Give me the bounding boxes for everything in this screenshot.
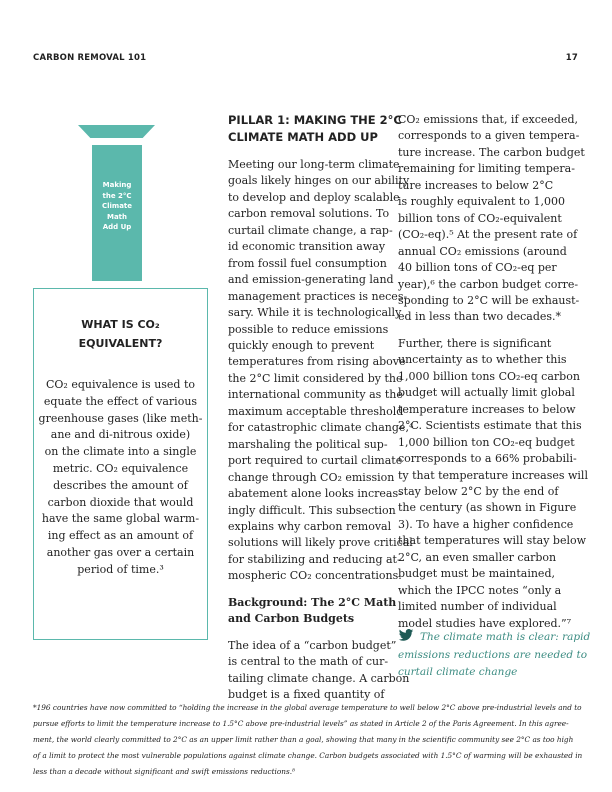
text-line: possible to reduce emissions — [228, 322, 389, 336]
subheading-line: and Carbon Budgets — [228, 612, 355, 626]
text-line: port required to curtail climate — [228, 454, 403, 468]
text-line: ment, the world clearly committed to 2°C as an upper limit rather than a goal, showing that many in the scientific community see 2°C as too high — [33, 735, 574, 744]
text-line: is central to the math of cur- — [228, 655, 389, 669]
text-line: is roughly equivalent to 1,000 — [398, 195, 565, 209]
text-line: budget must be maintained, — [398, 567, 555, 581]
right-column — [398, 112, 588, 632]
text-line: remaining for limiting tempera- — [398, 162, 575, 176]
text-line: sary. While it is technologically — [228, 306, 402, 320]
text-line: metric. CO₂ equivalence — [52, 461, 189, 475]
text-line: model studies have explored.”⁷ — [398, 616, 572, 630]
text-line: for stabilizing and reducing at- — [228, 552, 401, 566]
text-line: budget is a fixed quantity of — [228, 688, 385, 702]
text-line: Add Up — [102, 223, 132, 231]
text-line: less than a decade without significant and swift emissions reductions.⁸ — [33, 767, 295, 776]
text-line: solutions will likely prove critical — [228, 536, 413, 550]
section-heading — [228, 112, 402, 146]
text-line: quickly enough to prevent — [228, 338, 375, 352]
text-line: ing effect as an amount of — [47, 529, 194, 543]
text-line: temperatures from rising above — [228, 355, 406, 369]
paragraph-gap — [228, 585, 413, 595]
text-line: pursue efforts to limit the temperature increase to 1.5°C above pre-industrial levels” as stated in Article 2 of the Paris Agreement. In this agree- — [33, 719, 569, 728]
middle-column — [228, 157, 413, 704]
text-line: have the same global warm- — [41, 512, 200, 526]
text-line: limited number of individual — [398, 600, 557, 614]
text-line: 2°C, an even smaller carbon — [398, 550, 557, 564]
text-line: year),⁶ the carbon budget corre- — [398, 277, 579, 291]
text-line: marshaling the political sup- — [228, 437, 388, 451]
text-line: Making — [102, 181, 132, 189]
tweet-line[interactable]: curtail climate change — [398, 666, 518, 678]
text-line: explains why carbon removal — [228, 519, 392, 533]
text-line: the 2°C — [102, 191, 132, 200]
tweet-line[interactable]: emissions reductions are needed to — [398, 648, 588, 661]
text-line: 1,000 billion ton CO₂-eq budget — [398, 435, 575, 449]
text-line: billion tons of CO₂-equivalent — [398, 211, 562, 225]
text-line: another gas over a certain — [46, 545, 195, 559]
text-line: the 2°C limit considered by the — [228, 371, 403, 385]
text-line: Math — [106, 212, 128, 221]
subheading-line: Background: The 2°C Math — [228, 595, 397, 609]
text-line: The idea of a “carbon budget” — [228, 638, 397, 652]
text-line: PILLAR 1: MAKING THE 2°C — [228, 113, 402, 127]
text-line: of a limit to protect the most vulnerable populations against climate change. Carbon budgets associated with 1.5°C of warming will be exhausted in — [33, 751, 583, 760]
text-line: and emission-generating land — [228, 273, 394, 287]
text-line: CO₂ emissions that, if exceeded, — [398, 113, 579, 126]
text-line: that temperatures will stay below — [398, 534, 587, 548]
text-line: abatement alone looks increas- — [228, 487, 402, 501]
text-line: international community as the — [228, 388, 403, 402]
text-line: mospheric CO₂ concentrations. — [228, 569, 402, 583]
paragraph-gap — [228, 628, 413, 638]
pillar-capital-graphic — [78, 125, 155, 138]
text-line: change through CO₂ emission — [228, 470, 395, 484]
text-line: id economic transition away — [228, 240, 386, 254]
text-line: greenhouse gases (like meth- — [38, 411, 203, 425]
text-line: uncertainty as to whether this — [398, 353, 567, 367]
text-line: stay below 2°C by the end of — [398, 484, 559, 498]
tweet-quote[interactable] — [398, 629, 590, 682]
text-line: equate the effect of various — [43, 394, 198, 408]
text-line: budget will actually limit global — [398, 386, 575, 400]
text-line: management practices is neces- — [228, 289, 408, 303]
text-line: EQUIVALENT? — [78, 337, 163, 350]
text-line: 2°C. Scientists estimate that this — [398, 419, 582, 433]
text-line: carbon removal solutions. To — [228, 207, 390, 221]
text-line: for catastrophic climate change,⁴ — [228, 421, 414, 435]
text-line: goals likely hinges on our ability — [228, 174, 410, 188]
text-line: ed in less than two decades.* — [398, 310, 562, 324]
text-line: on the climate into a single — [44, 445, 197, 459]
text-line: Meeting our long-term climate — [228, 158, 400, 171]
text-line: ingly difficult. This subsection — [228, 503, 396, 517]
callout-body — [33, 377, 208, 579]
text-line: corresponds to a given tempera- — [398, 129, 580, 143]
pillar-label — [92, 180, 142, 233]
text-line: 40 billion tons of CO₂-eq per — [398, 261, 557, 275]
text-line: annual CO₂ emissions (around — [398, 244, 567, 258]
text-line: CO₂ equivalence is used to — [45, 378, 196, 391]
text-line: describes the amount of — [53, 478, 188, 492]
text-line: carbon dioxide that would — [47, 495, 194, 509]
text-line: which the IPCC notes “only a — [398, 583, 562, 597]
text-line: 3). To have a higher confidence — [398, 517, 574, 531]
text-line: period of time.³ — [77, 562, 164, 576]
tweet-line[interactable]: The climate math is clear: rapid — [420, 631, 591, 643]
text-line: to develop and deploy scalable — [228, 190, 400, 204]
text-line: CLIMATE MATH ADD UP — [228, 130, 378, 144]
twitter-bird-icon[interactable] — [398, 629, 414, 641]
text-line: WHAT IS CO₂ — [81, 318, 160, 331]
text-line: *196 countries have now committed to “holding the increase in the global average temperature to well below 2°C above pre-industrial levels and to — [33, 703, 582, 712]
text-line: ane and di-nitrous oxide) — [50, 428, 191, 442]
text-line: ture increase. The carbon budget — [398, 145, 585, 159]
text-line: tailing climate change. A carbon — [228, 671, 410, 685]
running-header: CARBON REMOVAL 101 — [33, 53, 147, 63]
text-line: Climate — [101, 202, 133, 210]
text-line: curtail climate change, a rap- — [228, 223, 393, 237]
text-line: temperature increases to below — [398, 402, 576, 416]
text-line: (CO₂-eq).⁵ At the present rate of — [398, 228, 578, 242]
text-line: maximum acceptable threshold — [228, 404, 404, 418]
text-line: 1,000 billion tons CO₂-eq carbon — [398, 369, 580, 383]
footnote — [33, 700, 583, 780]
text-line: from fossil fuel consumption — [228, 256, 387, 270]
text-line: the century (as shown in Figure — [398, 501, 577, 515]
paragraph-gap — [398, 326, 588, 336]
text-line: Further, there is significant — [398, 336, 552, 350]
text-line: ty that temperature increases will — [398, 468, 588, 482]
text-line: corresponds to a 66% probabili- — [398, 452, 577, 466]
page-number: 17 — [565, 53, 578, 63]
text-line: ture increases to below 2°C — [398, 178, 554, 192]
callout-title — [33, 315, 208, 353]
text-line: sponding to 2°C will be exhaust- — [398, 293, 580, 307]
